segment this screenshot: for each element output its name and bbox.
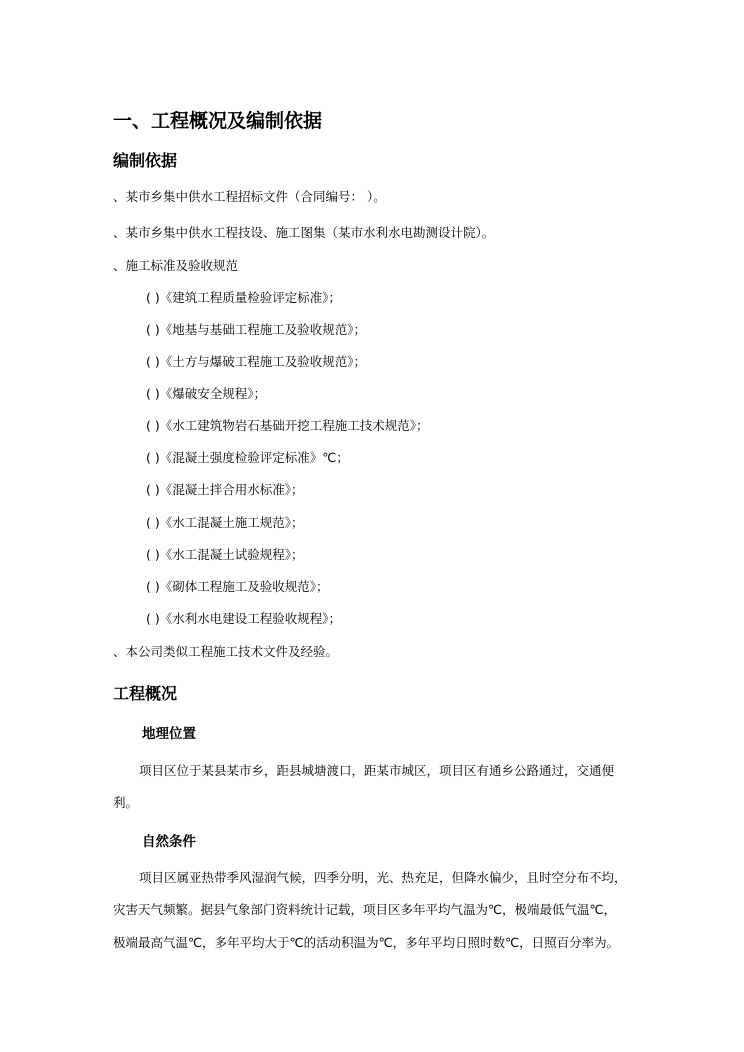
climate-paragraph-line-1: 项目区属亚热带季风湿润气候，四季分明，光、热充足，但降水偏少，且时空分布不均，: [139, 870, 627, 885]
standard-item: ( )《混凝土强度检验评定标准》℃；: [146, 450, 349, 465]
basis-line-2: 、某市乡集中供水工程技设、施工图集（某市水利水电勘测设计院）。: [113, 225, 495, 240]
section-heading-basis: 编制依据: [113, 151, 178, 170]
section-heading-overview: 工程概况: [113, 684, 178, 703]
standard-item: ( )《水利水电建设工程验收规程》；: [146, 611, 341, 626]
standard-item: ( )《水工混凝土试验规程》；: [146, 547, 304, 562]
basis-line-4: 、本公司类似工程施工技术文件及经验。: [113, 644, 339, 659]
climate-paragraph-line-2: 灾害天气频繁。据县气象部门资料统计记载，项目区多年平均气温为℃，极端最低气温℃，: [113, 902, 617, 917]
standard-item: ( )《建筑工程质量检验评定标准》；: [146, 290, 341, 305]
basis-line-1: 、某市乡集中供水工程招标文件（合同编号： ）。: [113, 189, 386, 204]
subsection-heading-location: 地理位置: [142, 726, 196, 742]
climate-paragraph-line-3: 极端最高气温℃，多年平均大于℃的活动积温为℃，多年平均日照时数℃，日照百分率为。: [113, 935, 620, 950]
standard-item: ( )《水工混凝土施工规范》；: [146, 515, 304, 530]
standard-item: ( )《砌体工程施工及验收规范》；: [146, 579, 329, 594]
subsection-heading-climate: 自然条件: [142, 834, 196, 850]
standard-item: ( )《土方与爆破工程施工及验收规范》；: [146, 354, 366, 369]
location-paragraph-line-2: 利。: [113, 795, 139, 810]
standard-item: ( )《混凝土拌合用水标准》；: [146, 482, 304, 497]
standard-item: ( )《地基与基础工程施工及验收规范》；: [146, 322, 366, 337]
location-paragraph-line-1: 项目区位于某县某市乡，距县城塘渡口，距某市城区，项目区有通乡公路通过，交通便: [139, 763, 615, 778]
standard-item: ( )《水工建筑物岩石基础开挖工程施工技术规范》；: [146, 418, 429, 433]
basis-line-3: 、施工标准及验收规范: [113, 258, 239, 273]
standard-item: ( )《爆破安全规程》；: [146, 386, 266, 401]
chapter-title: 一、工程概况及编制依据: [113, 110, 323, 132]
